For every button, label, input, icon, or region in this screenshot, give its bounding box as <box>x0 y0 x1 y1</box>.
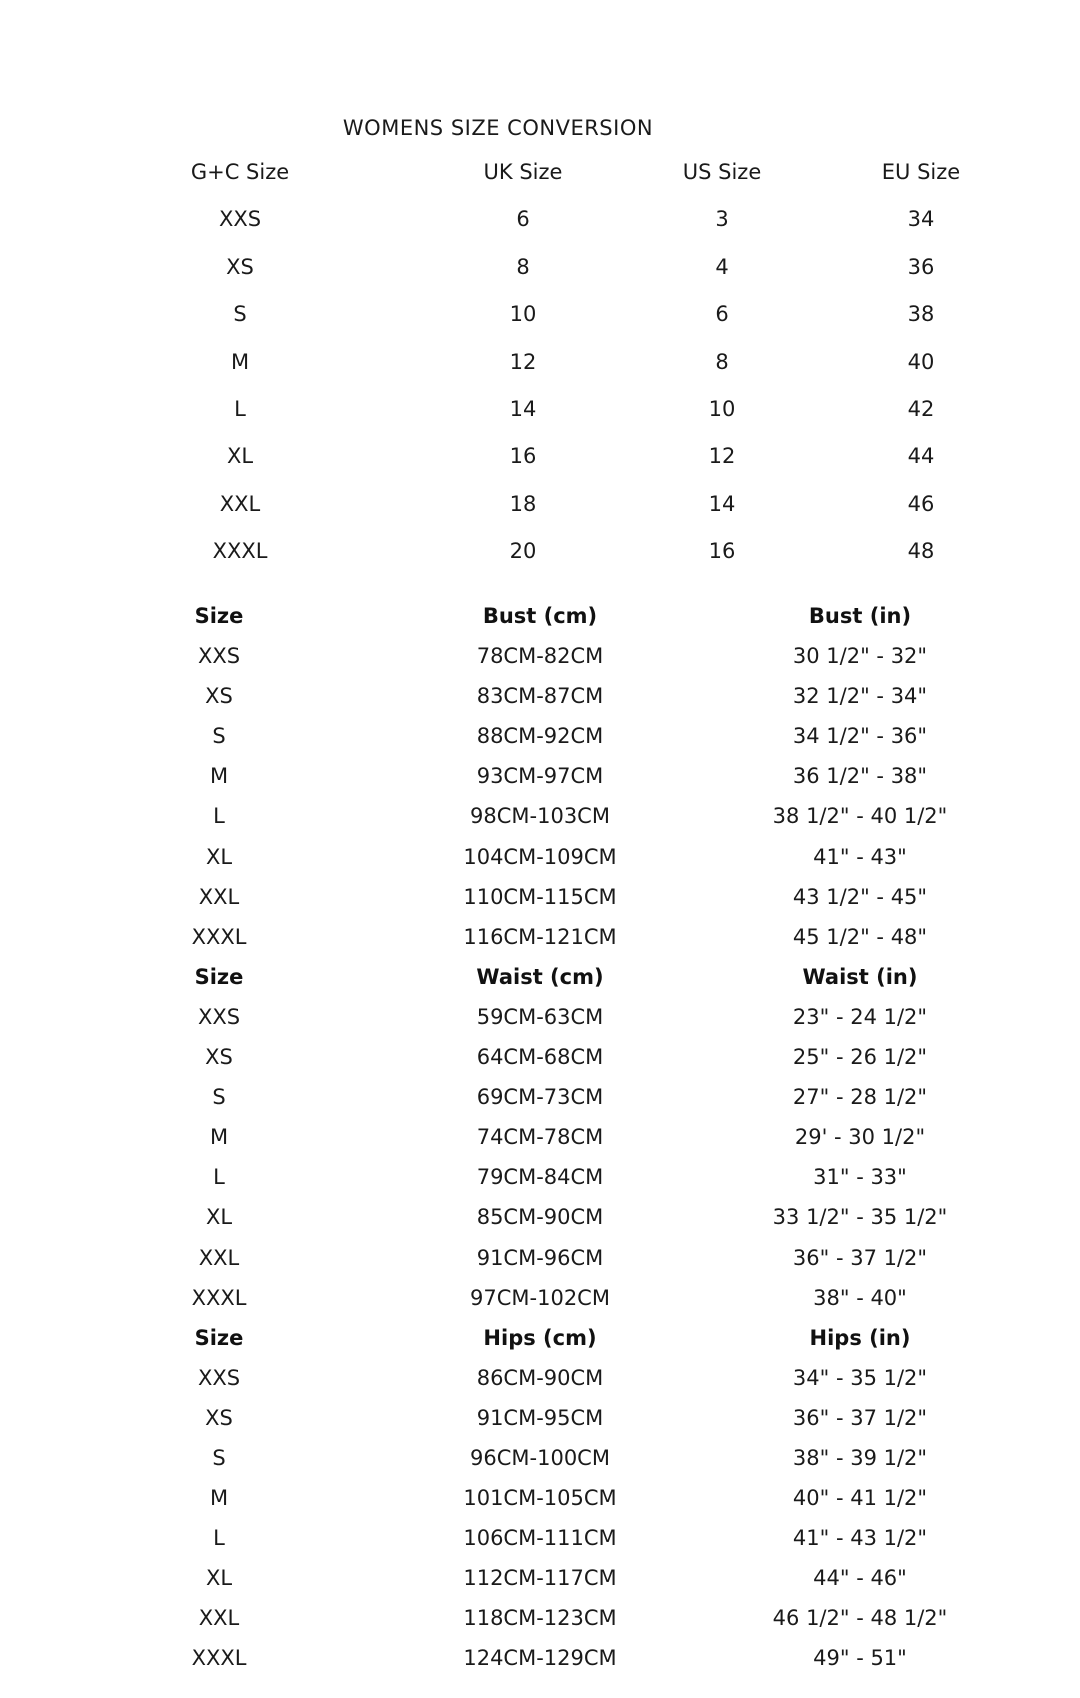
column-header-bust-in: Bust (in) <box>808 604 912 628</box>
in-cell: 40" - 41 1/2" <box>792 1486 928 1511</box>
uk-size-cell: 18 <box>509 491 537 516</box>
table-row <box>0 762 1080 802</box>
eu-size-cell: 48 <box>907 539 935 564</box>
in-cell: 29' - 30 1/2" <box>794 1125 926 1150</box>
size-cell: M <box>209 764 229 789</box>
size-cell: XXXL <box>191 1646 247 1671</box>
size-cell: XXL <box>198 1245 240 1270</box>
in-cell: 34" - 35 1/2" <box>792 1365 928 1390</box>
column-header-waist-cm: Waist (cm) <box>476 964 604 989</box>
us-size-cell: 3 <box>715 207 729 232</box>
size-cell: XXS <box>197 1365 241 1390</box>
table-row <box>0 1284 1080 1324</box>
size-cell: M <box>209 1125 229 1150</box>
table-row <box>0 537 1080 584</box>
uk-size-cell: 12 <box>509 349 537 374</box>
uk-size-cell: 16 <box>509 444 537 469</box>
us-size-cell: 4 <box>715 254 729 279</box>
column-header-uk-size: UK Size <box>483 160 563 184</box>
in-cell: 46 1/2" - 48 1/2" <box>772 1606 948 1631</box>
table-row <box>0 1524 1080 1564</box>
size-cell: XS <box>205 1045 233 1070</box>
in-cell: 49" - 51" <box>813 1646 907 1671</box>
cm-cell: 98CM-103CM <box>470 804 610 829</box>
gc-size-cell: S <box>233 302 247 327</box>
in-cell: 34 1/2" - 36" <box>792 724 928 749</box>
size-cell: M <box>209 1486 229 1511</box>
in-cell: 41" - 43" <box>813 844 907 869</box>
table-row <box>0 1484 1080 1524</box>
size-cell: XL <box>205 1566 233 1591</box>
in-cell: 36" - 37 1/2" <box>792 1405 928 1430</box>
cm-cell: 88CM-92CM <box>476 724 604 749</box>
size-cell: XXL <box>198 884 240 909</box>
column-header-hips-cm: Hips (cm) <box>483 1325 597 1350</box>
uk-size-cell: 6 <box>516 207 530 232</box>
us-size-cell: 10 <box>708 396 736 421</box>
eu-size-cell: 44 <box>907 444 935 469</box>
uk-size-cell: 20 <box>509 539 537 564</box>
size-cell: XXXL <box>191 1285 247 1310</box>
uk-size-cell: 10 <box>509 302 537 327</box>
cm-cell: 104CM-109CM <box>463 844 617 869</box>
column-header-size: Size <box>194 604 244 628</box>
size-cell: XXS <box>197 1004 241 1029</box>
column-header-bust-cm: Bust (cm) <box>482 604 598 628</box>
eu-size-cell: 46 <box>907 491 935 516</box>
cm-cell: 69CM-73CM <box>476 1085 604 1110</box>
table-row <box>0 395 1080 442</box>
eu-size-cell: 42 <box>907 396 935 421</box>
us-size-cell: 8 <box>715 349 729 374</box>
size-cell: XS <box>205 1405 233 1430</box>
table-row <box>0 300 1080 347</box>
in-cell: 32 1/2" - 34" <box>792 684 928 709</box>
in-cell: 44" - 46" <box>813 1566 907 1591</box>
size-cell: S <box>212 1085 226 1110</box>
size-cell: XXS <box>197 644 241 669</box>
gc-size-cell: M <box>230 349 250 374</box>
table-row <box>0 722 1080 762</box>
hips-header-row <box>0 1324 1080 1364</box>
table-row <box>0 923 1080 963</box>
cm-cell: 112CM-117CM <box>463 1566 617 1591</box>
size-cell: L <box>213 804 225 829</box>
cm-cell: 91CM-95CM <box>476 1405 604 1430</box>
in-cell: 27" - 28 1/2" <box>792 1085 928 1110</box>
eu-size-cell: 38 <box>907 302 935 327</box>
us-size-cell: 16 <box>708 539 736 564</box>
gc-size-cell: L <box>234 396 246 421</box>
cm-cell: 64CM-68CM <box>476 1045 604 1070</box>
table-row <box>0 1163 1080 1203</box>
table-row <box>0 1083 1080 1123</box>
in-cell: 45 1/2" - 48" <box>792 924 928 949</box>
table-row <box>0 883 1080 923</box>
table-row <box>0 205 1080 252</box>
size-cell: XXL <box>198 1606 240 1631</box>
size-cell: S <box>212 724 226 749</box>
measurements-table <box>0 602 1080 1685</box>
cm-cell: 106CM-111CM <box>463 1526 617 1551</box>
table-row <box>0 642 1080 682</box>
chart-title: WOMENS SIZE CONVERSION <box>342 116 654 140</box>
cm-cell: 83CM-87CM <box>476 684 604 709</box>
in-cell: 23" - 24 1/2" <box>792 1004 928 1029</box>
in-cell: 25" - 26 1/2" <box>792 1045 928 1070</box>
in-cell: 30 1/2" - 32" <box>792 644 928 669</box>
gc-size-cell: XS <box>226 254 254 279</box>
table-row <box>0 1364 1080 1404</box>
conversion-header-row <box>0 158 1080 205</box>
table-row <box>0 348 1080 395</box>
size-cell: XS <box>205 684 233 709</box>
column-header-gc-size: G+C Size <box>190 160 290 184</box>
uk-size-cell: 14 <box>509 396 537 421</box>
cm-cell: 91CM-96CM <box>476 1245 604 1270</box>
bust-header-row <box>0 602 1080 642</box>
table-row <box>0 253 1080 300</box>
column-header-us-size: US Size <box>682 160 762 184</box>
cm-cell: 124CM-129CM <box>463 1646 617 1671</box>
cm-cell: 74CM-78CM <box>476 1125 604 1150</box>
table-row <box>0 442 1080 489</box>
cm-cell: 101CM-105CM <box>463 1486 617 1511</box>
cm-cell: 116CM-121CM <box>463 924 617 949</box>
gc-size-cell: XXXL <box>212 539 268 564</box>
in-cell: 31" - 33" <box>813 1165 907 1190</box>
table-row <box>0 1564 1080 1604</box>
column-header-hips-in: Hips (in) <box>809 1325 911 1350</box>
size-cell: XXXL <box>191 924 247 949</box>
cm-cell: 85CM-90CM <box>476 1205 604 1230</box>
cm-cell: 93CM-97CM <box>476 764 604 789</box>
cm-cell: 118CM-123CM <box>463 1606 617 1631</box>
in-cell: 36 1/2" - 38" <box>792 764 928 789</box>
column-header-waist-in: Waist (in) <box>802 964 918 989</box>
in-cell: 38 1/2" - 40 1/2" <box>772 804 948 829</box>
us-size-cell: 12 <box>708 444 736 469</box>
size-cell: L <box>213 1165 225 1190</box>
cm-cell: 110CM-115CM <box>463 884 617 909</box>
table-row <box>0 1404 1080 1444</box>
cm-cell: 79CM-84CM <box>476 1165 604 1190</box>
cm-cell: 59CM-63CM <box>476 1004 604 1029</box>
us-size-cell: 14 <box>708 491 736 516</box>
in-cell: 36" - 37 1/2" <box>792 1245 928 1270</box>
table-row <box>0 682 1080 722</box>
table-row <box>0 1123 1080 1163</box>
table-row <box>0 490 1080 537</box>
table-row <box>0 1244 1080 1284</box>
in-cell: 38" - 39 1/2" <box>792 1445 928 1470</box>
cm-cell: 97CM-102CM <box>470 1285 610 1310</box>
eu-size-cell: 36 <box>907 254 935 279</box>
gc-size-cell: XL <box>226 444 254 469</box>
size-cell: XL <box>205 1205 233 1230</box>
column-header-eu-size: EU Size <box>881 160 961 184</box>
table-row <box>0 1604 1080 1644</box>
size-cell: L <box>213 1526 225 1551</box>
table-row <box>0 1444 1080 1484</box>
size-cell: S <box>212 1445 226 1470</box>
us-size-cell: 6 <box>715 302 729 327</box>
waist-header-row <box>0 963 1080 1003</box>
table-row <box>0 1203 1080 1243</box>
cm-cell: 96CM-100CM <box>470 1445 610 1470</box>
table-row <box>0 802 1080 842</box>
eu-size-cell: 40 <box>907 349 935 374</box>
column-header-size: Size <box>194 1325 244 1350</box>
in-cell: 43 1/2" - 45" <box>792 884 928 909</box>
table-row <box>0 1644 1080 1684</box>
table-row <box>0 1003 1080 1043</box>
in-cell: 41" - 43 1/2" <box>792 1526 928 1551</box>
uk-size-cell: 8 <box>516 254 530 279</box>
table-row <box>0 1043 1080 1083</box>
gc-size-cell: XXL <box>219 491 261 516</box>
column-header-size: Size <box>194 964 244 989</box>
in-cell: 33 1/2" - 35 1/2" <box>772 1205 948 1230</box>
in-cell: 38" - 40" <box>813 1285 907 1310</box>
table-row <box>0 843 1080 883</box>
cm-cell: 86CM-90CM <box>476 1365 604 1390</box>
size-cell: XL <box>205 844 233 869</box>
eu-size-cell: 34 <box>907 207 935 232</box>
gc-size-cell: XXS <box>218 207 262 232</box>
cm-cell: 78CM-82CM <box>476 644 604 669</box>
size-conversion-table <box>0 158 1080 585</box>
